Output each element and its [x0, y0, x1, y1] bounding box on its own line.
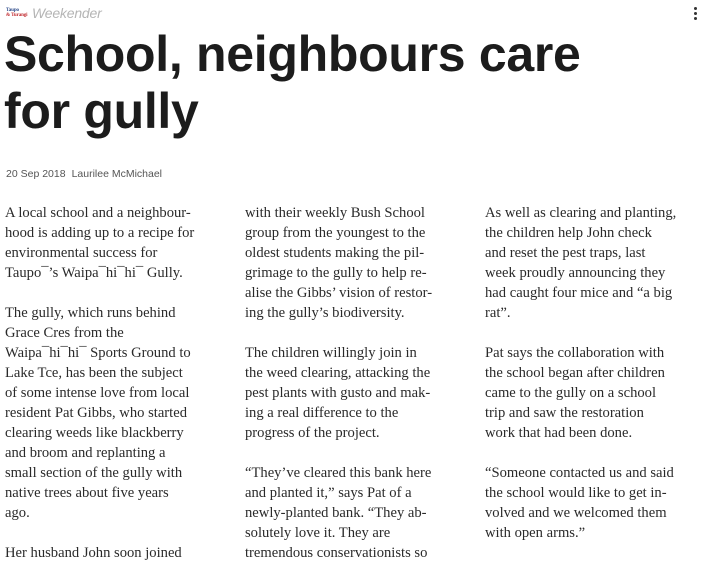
- paragraph-line: Her husband John soon joined: [5, 545, 182, 561]
- article-paragraph: [245, 463, 467, 563]
- paragraph-line: “They’ve cleared this bank here: [245, 465, 432, 481]
- paragraph-line: alise the Gibbs’ vision of restor-: [245, 285, 433, 301]
- paragraph-line: ing a real difference to the: [245, 405, 399, 421]
- author-name: Laurilee McMichael: [71, 168, 163, 180]
- paragraph-line: As well as clearing and planting,: [485, 205, 677, 221]
- paragraph-line: tremendous conservationists so: [245, 545, 428, 561]
- paragraph-line: small section of the gully with: [5, 465, 183, 481]
- paragraph-line: hood is adding up to a recipe for: [5, 225, 195, 241]
- paragraph-line: the children help John check: [485, 225, 652, 241]
- paragraph-line: ago.: [5, 505, 30, 521]
- paragraph-line: oldest students making the pil-: [245, 245, 425, 261]
- article-column-3: [485, 203, 707, 563]
- paragraph-line: and planted it,” says Pat of a: [245, 485, 412, 501]
- paragraph-line: Grace Cres from the: [5, 325, 124, 341]
- paragraph-line: work that had been done.: [485, 425, 633, 441]
- publish-date: 20 Sep 2018: [6, 168, 66, 180]
- paragraph-line: Taupo¯’s Waipa¯hi¯hi¯ Gully.: [5, 265, 183, 281]
- article-headline: [4, 26, 694, 140]
- article-paragraph: [485, 203, 707, 323]
- paragraph-line: Pat says the collaboration with: [485, 345, 665, 361]
- masthead[interactable]: [6, 5, 102, 21]
- top-bar: [0, 0, 711, 26]
- paragraph-line: Lake Tce, has been the subject: [5, 365, 183, 381]
- paragraph-line: Waipa¯hi¯hi¯ Sports Ground to: [5, 345, 191, 361]
- logo-line-1: Taupo: [6, 8, 19, 13]
- paragraph-line: grimage to the gully to help re-: [245, 265, 427, 281]
- paragraph-line: and broom and replanting a: [5, 445, 166, 461]
- paragraph-line: had caught four mice and “a big: [485, 285, 673, 301]
- article-paragraph: [245, 343, 467, 443]
- article-paragraph: [245, 203, 467, 323]
- paragraph-line: progress of the project.: [245, 425, 380, 441]
- article-paragraph: [5, 203, 227, 283]
- byline: [6, 168, 162, 180]
- paragraph-line: volved and we welcomed them: [485, 505, 667, 521]
- paragraph-line: group from the youngest to the: [245, 225, 426, 241]
- paragraph-line: The gully, which runs behind: [5, 305, 176, 321]
- paragraph-line: the school would like to get in-: [485, 485, 667, 501]
- article-body: [0, 203, 711, 565]
- paragraph-line: environmental success for: [5, 245, 158, 261]
- paragraph-line: the school began after children: [485, 365, 665, 381]
- paragraph-line: ing the gully’s biodiversity.: [245, 305, 405, 321]
- logo-line-2: & Turangi: [6, 13, 28, 18]
- paragraph-line: A local school and a neighbour-: [5, 205, 191, 221]
- paragraph-line: and reset the pest traps, last: [485, 245, 646, 261]
- paragraph-line: rat”.: [485, 305, 511, 321]
- vertical-ellipsis-icon: [694, 7, 697, 20]
- article-paragraph: [485, 343, 707, 443]
- article-paragraph: [5, 303, 227, 523]
- paragraph-line: of some intense love from local: [5, 385, 190, 401]
- paragraph-line: “Someone contacted us and said: [485, 465, 674, 481]
- paragraph-line: resident Pat Gibbs, who started: [5, 405, 187, 421]
- paragraph-line: the weed clearing, attacking the: [245, 365, 431, 381]
- paragraph-line: with their weekly Bush School: [245, 205, 425, 221]
- paragraph-line: pest plants with gusto and mak-: [245, 385, 431, 401]
- article-paragraph: [485, 463, 707, 543]
- paragraph-line: trip and saw the restoration: [485, 405, 644, 421]
- paragraph-line: native trees about five years: [5, 485, 169, 501]
- headline-line-1: School, neighbours care: [4, 26, 581, 82]
- section-name: Weekender: [32, 5, 102, 21]
- paragraph-line: newly-planted bank. “They ab-: [245, 505, 427, 521]
- paragraph-line: came to the gully on a school: [485, 385, 657, 401]
- headline-line-2: for gully: [4, 83, 199, 139]
- paragraph-line: week proudly announcing they: [485, 265, 666, 281]
- article-column-1: [5, 203, 227, 565]
- article-paragraph: [5, 543, 227, 563]
- article-column-2: [245, 203, 467, 565]
- paragraph-line: The children willingly join in: [245, 345, 417, 361]
- more-options-button[interactable]: [687, 3, 703, 23]
- paragraph-line: clearing weeds like blackberry: [5, 425, 184, 441]
- paragraph-line: with open arms.”: [485, 525, 586, 541]
- paragraph-line: solutely love it. They are: [245, 525, 391, 541]
- publication-logo: [6, 8, 30, 18]
